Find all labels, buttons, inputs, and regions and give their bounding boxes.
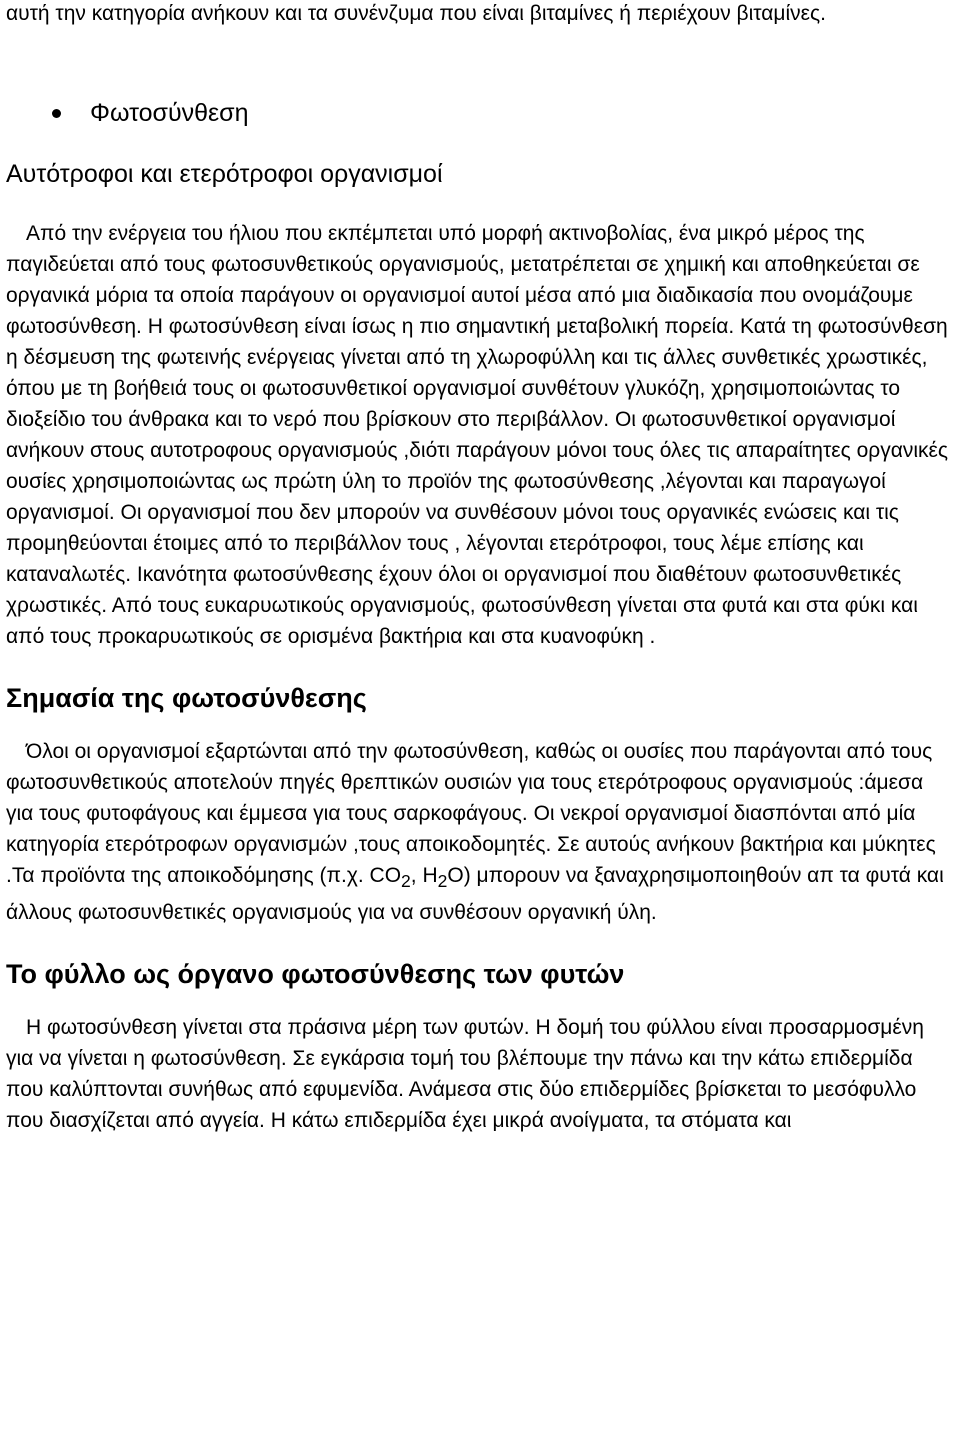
section-importance-paragraph <box>6 736 954 928</box>
bullet-icon <box>52 109 61 118</box>
section-heading-leaf: Το φύλλο ως όργανο φωτοσύνθεσης των φυτών <box>6 959 625 990</box>
paragraph-text: , H <box>410 864 438 887</box>
subtitle: Αυτότροφοι και ετερότροφοι οργανισμοί <box>6 160 443 188</box>
bullet-list-item <box>6 90 954 136</box>
intro-paragraph: Από την ενέργεια του ήλιου που εκπέμπεται υπό μορφή ακτινοβολίας, ένα μικρό μέρος της παγιδεύεται από τους φωτοσυνθετικούς οργανισμούς, μετατρέπεται σε χημική και αποθηκεύεται σε οργανικά μόρια τα οποία παράγουν οι οργανισμοί αυτοί μέσα από μια διαδικασία που ονομάζουμε φωτοσύνθεση. Η φωτοσύνθεση είναι ίσως η πιο σημαντική μεταβολική πορεία. Κατά τη φωτοσύνθεση η δέσμευση της φωτεινής ενέργειας γίνεται από τη χλωροφύλλη και τις άλλες συνθετικές χρωστικές, όπου με τη βοήθειά τους οι φωτοσυνθετικοί οργανισμοί συνθέτουν γλυκόζη, χρησιμοποιώντας το διοξείδιο του άνθρακα και το νερό που βρίσκουν στο περιβάλλον. Οι φωτοσυνθετικοί οργανισμοί ανήκουν στους αυτοτροφους οργανισμούς ,διότι παράγουν μόνοι τους όλες τις απαραίτητες οργανικές ουσίες χρησιμοποιώντας ως πρώτη ύλη το προϊόν της φωτοσύνθεσης ,λέγονται και παραγωγοί οργανισμοί. Οι οργανισμοί που δεν μπορούν να συνθέσουν μόνοι τους οργανικές ενώσεις και τις προμηθεύονται έτοιμες από το περιβάλλον τους , λέγονται ετερότροφοι, τους λέμε επίσης και καταναλωτές. Ικανότητα φωτοσύνθεσης έχουν όλοι οι οργανισμοί που διαθέτουν φωτοσυνθετικές χρωστικές. Από τους ευκαρυωτικούς οργανισμούς, φωτοσύνθεση γίνεται στα φυτά και στα φύκι και από τους προκαρυωτικούς σε ορισμένα βακτήρια και στα κυανοφύκη . <box>6 222 949 648</box>
paragraph-text: O) μπορουν να ξαναχρησιμοποιηθούν απ τα φυτά και άλλους φωτοσυνθετικές οργανισμούς για να συνθέσουν οργανική ύλη. <box>6 864 944 925</box>
h2o-subscript: 2 <box>437 871 448 892</box>
top-paragraph: αυτή την κατηγορία ανήκουν και τα συνένζυμα που είναι βιταμίνες ή περιέχουν βιταμίνες. <box>6 2 826 25</box>
co2-subscript: 2 <box>401 871 411 892</box>
paragraph-text: Όλοι οι οργανισμοί εξαρτώνται από την φωτοσύνθεση, καθώς οι ουσίες που παράγονται από τους φωτοσυνθετικούς αποτελούν πηγές θρεπτικών ουσιών για τους ετερότροφους οργανισμούς :άμεσα για τους φυτοφάγους και έμμεσα για τους σαρκοφάγους. Οι νεκροί οργανισμοί διασπόνται από μία κατηγορία ετερότροφων οργανισμών ,τους αποικοδομητές. Σε αυτούς ανήκουν βακτήρια και μύκητες .Τα προϊόντα της αποικοδόμησης (π.χ. CO <box>6 740 936 887</box>
bullet-item-text: Φωτοσύνθεση <box>90 98 249 127</box>
section-heading-importance: Σημασία της φωτοσύνθεσης <box>6 683 367 713</box>
section-leaf-paragraph: Η φωτοσύνθεση γίνεται στα πράσινα μέρη των φυτών. Η δομή του φύλλου είναι προσαρμοσμένη για να γίνεται η φωτοσύνθεση. Σε εγκάρσια τομή του βλέπουμε την πάνω και την κάτω επιδερμίδα που καλύπτονται συνήθως από εφυμενίδα. Ανάμεσα στις δύο επιδερμίδες βρίσκεται το μεσόφυλλο που διασχίζεται από αγγεία. Η κάτω επιδερμίδα έχει μικρά ανοίγματα, τα στόματα και <box>6 1016 924 1133</box>
